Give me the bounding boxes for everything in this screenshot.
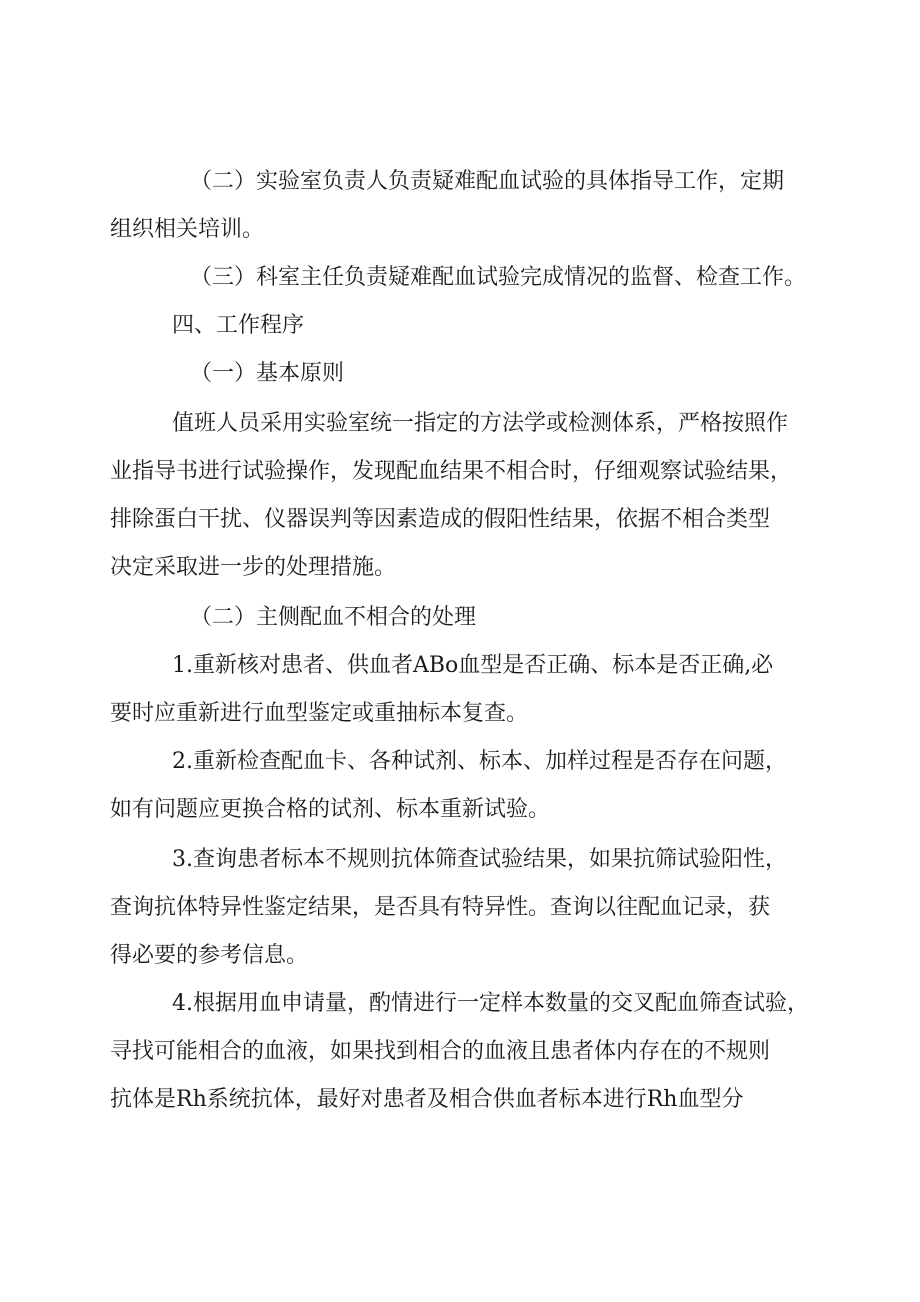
subsection-heading: （一）基本原则	[190, 361, 345, 386]
text-line: 寻找可能相合的血液，如果找到相合的血液且患者体内存在的不规则	[110, 1039, 771, 1064]
text-line: 抗体是Rh系统抗体，最好对患者及相合供血者标本进行Rh血型分	[110, 1087, 744, 1112]
text-line: 3.查询患者标本不规则抗体筛查试验结果，如果抗筛试验阳性，	[172, 847, 787, 872]
text-line: 查询抗体特异性鉴定结果，是否具有特异性。查询以往配血记录，获	[110, 895, 771, 920]
text-line: 要时应重新进行血型鉴定或重抽标本复查。	[110, 701, 529, 726]
text-line: 组织相关培训。	[110, 217, 265, 242]
section-heading: 四、工作程序	[172, 313, 305, 338]
text-line: 值班人员采用实验室统一指定的方法学或检测体系，严格按照作	[172, 411, 789, 436]
text-line: （二）实验室负责人负责疑难配血试验的具体指导工作，定期	[190, 169, 785, 194]
text-line: 1.重新核对患者、供血者ABo血型是否正确、标本是否正确,必	[172, 653, 774, 678]
text-line: （三）科室主任负责疑难配血试验完成情况的监督、检查工作。	[190, 265, 807, 290]
text-line: 4.根据用血申请量，酌情进行一定样本数量的交叉配血筛查试验，	[172, 991, 809, 1016]
text-line: 如有问题应更换合格的试剂、标本重新试验。	[110, 797, 551, 822]
text-line: 得必要的参考信息。	[110, 943, 309, 968]
text-line: 业指导书进行试验操作，发现配血结果不相合时，仔细观察试验结果，	[110, 459, 793, 484]
text-line: 决定采取进一步的处理措施。	[110, 555, 397, 580]
text-line: 排除蛋白干扰、仪器误判等因素造成的假阳性结果，依据不相合类型	[110, 507, 771, 532]
subsection-heading: （二）主侧配血不相合的处理	[190, 605, 477, 630]
text-line: 2.重新检查配血卡、各种试剂、标本、加样过程是否存在问题，	[172, 749, 787, 774]
